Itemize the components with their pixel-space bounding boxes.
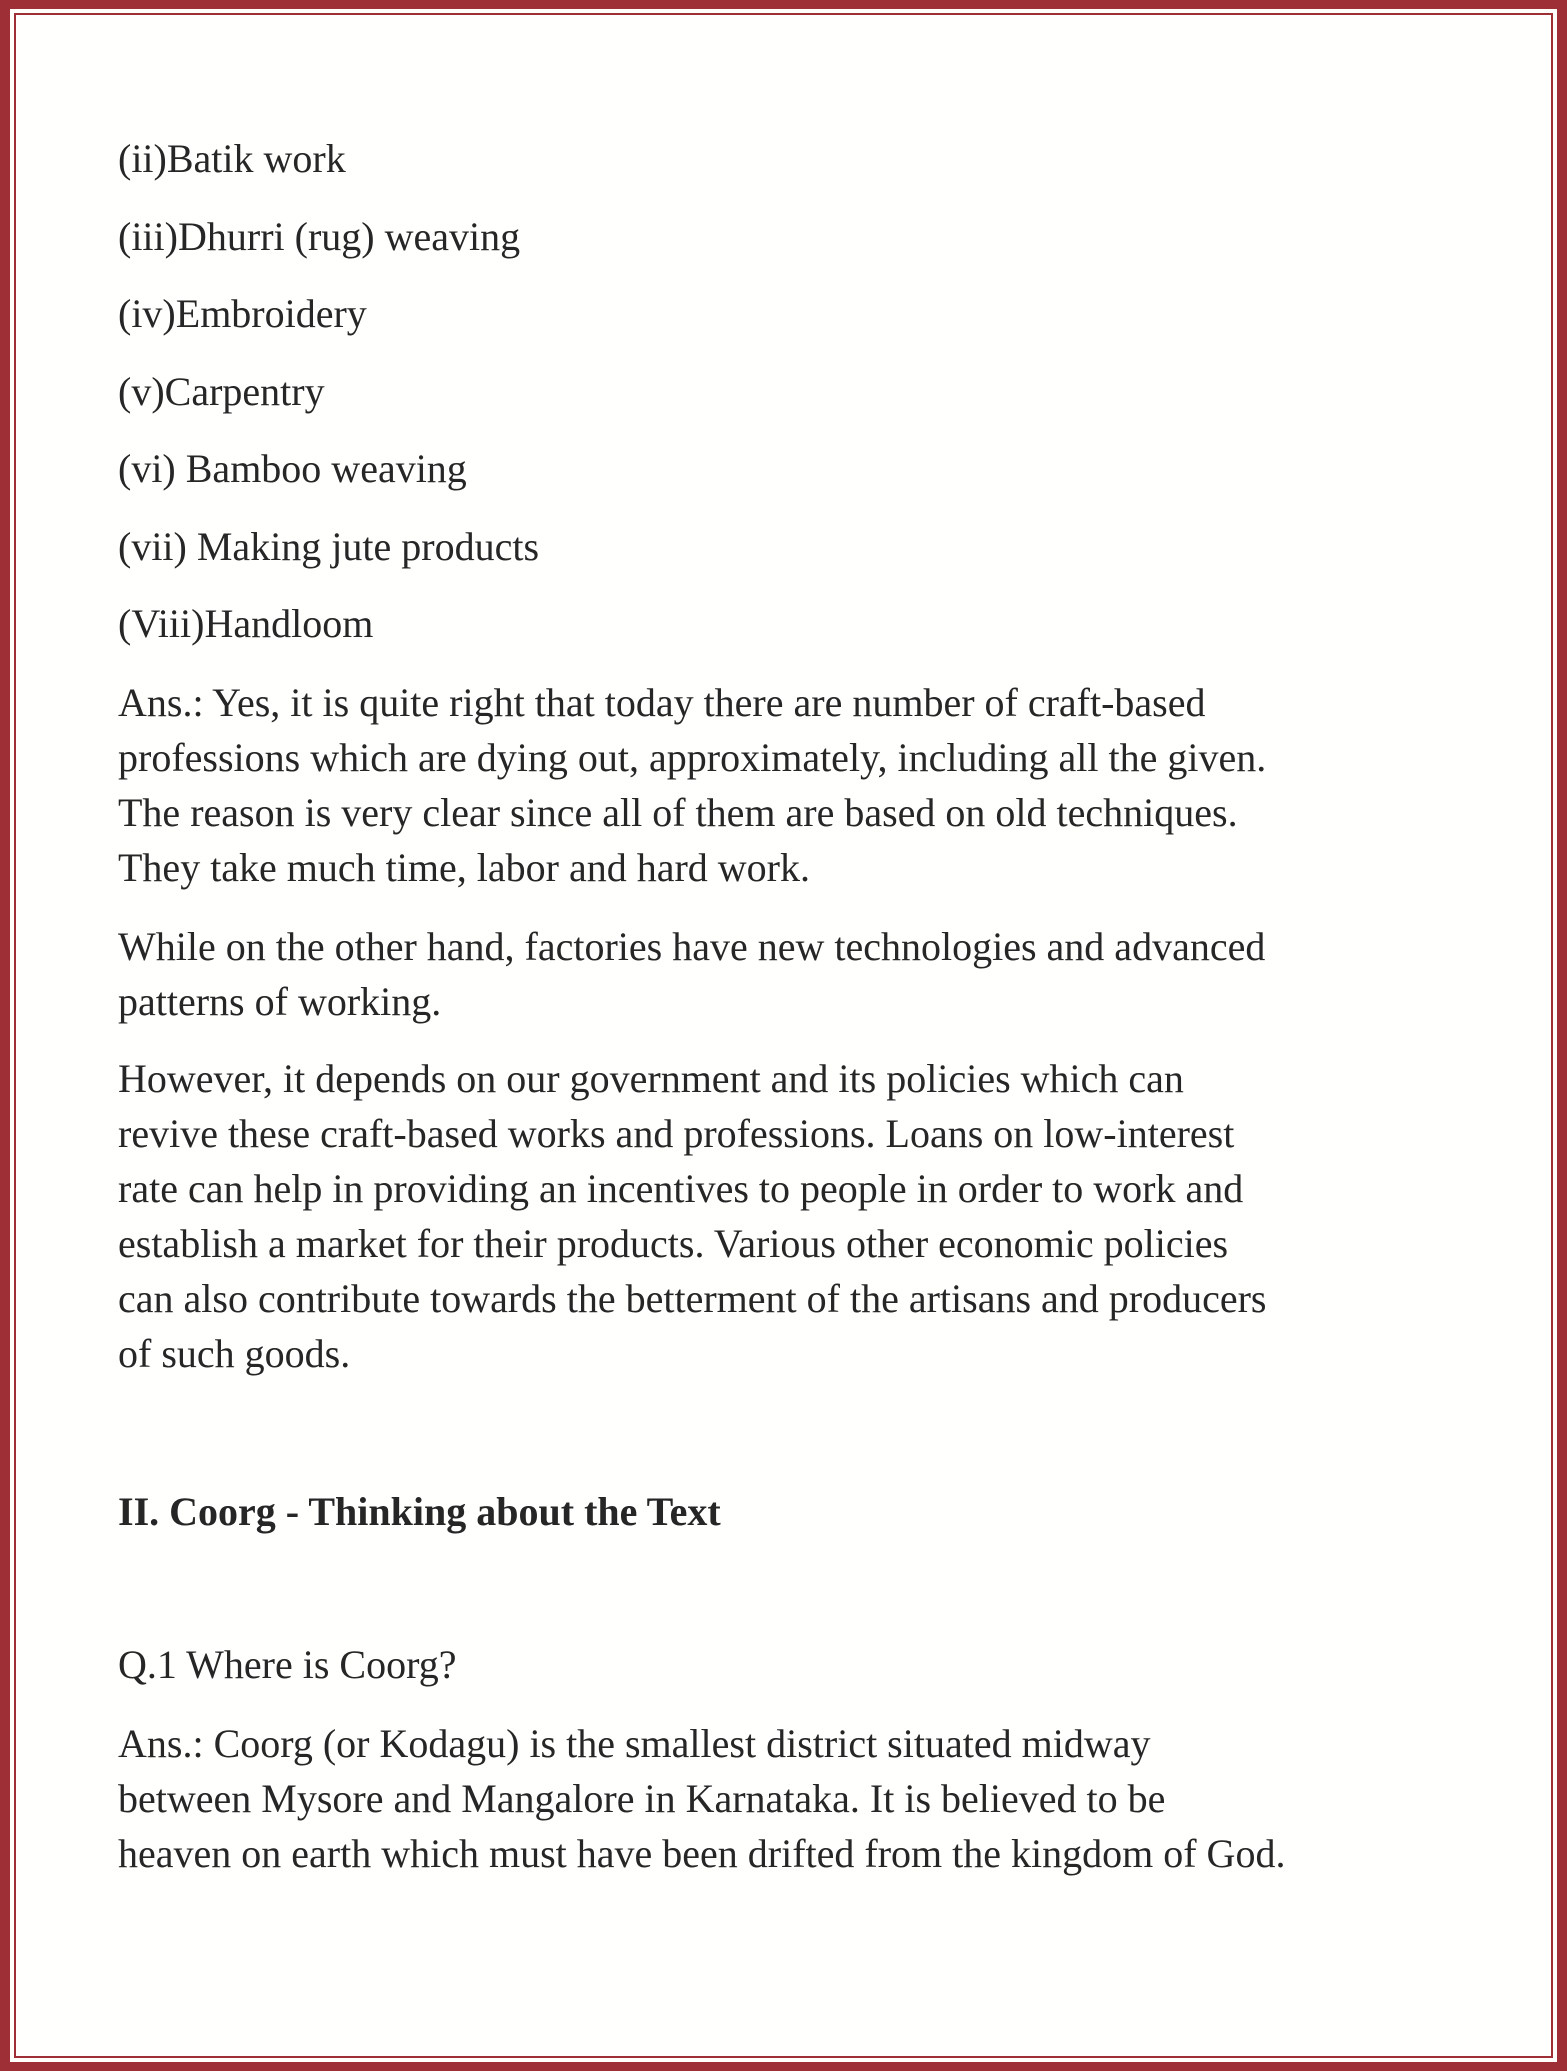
question: Q.1 Where is Coorg? (118, 1642, 457, 1687)
text-line: professions which are dying out, approximately, including all the given. (118, 735, 1267, 780)
answer-paragraph (118, 1716, 1448, 1881)
text-line: can also contribute towards the betterment of the artisans and producers (118, 1276, 1267, 1321)
text-line: The reason is very clear since all of them are based on old techniques. (118, 790, 1238, 835)
text-line: While on the other hand, factories have new technologies and advanced (118, 924, 1266, 969)
text-line: Ans.: Yes, it is quite right that today there are number of craft-based (118, 680, 1206, 725)
text-line: heaven on earth which must have been drifted from the kingdom of God. (118, 1831, 1286, 1876)
text-line: between Mysore and Mangalore in Karnataka. It is believed to be (118, 1776, 1166, 1821)
answer-paragraph (118, 675, 1448, 895)
body-paragraph (118, 1051, 1448, 1381)
list-item: (iii)Dhurri (rug) weaving (118, 214, 521, 259)
text-line: of such goods. (118, 1331, 351, 1376)
text-line: revive these craft-based works and professions. Loans on low-interest (118, 1111, 1235, 1156)
text-line: establish a market for their products. Various other economic policies (118, 1221, 1229, 1266)
list-item: (v)Carpentry (118, 369, 325, 414)
list-item: (Viii)Handloom (118, 601, 374, 646)
body-paragraph (118, 919, 1448, 1029)
list-item: (iv)Embroidery (118, 291, 367, 336)
text-line: Ans.: Coorg (or Kodagu) is the smallest district situated midway (118, 1721, 1151, 1766)
text-line: rate can help in providing an incentives to people in order to work and (118, 1166, 1244, 1211)
text-line: patterns of working. (118, 979, 442, 1024)
list-item: (ii)Batik work (118, 136, 346, 181)
section-heading: II. Coorg - Thinking about the Text (118, 1489, 721, 1534)
list-item: (vi) Bamboo weaving (118, 446, 467, 491)
text-line: They take much time, labor and hard work. (118, 845, 810, 890)
text-line: However, it depends on our government and its policies which can (118, 1056, 1184, 1101)
list-item: (vii) Making jute products (118, 524, 540, 569)
